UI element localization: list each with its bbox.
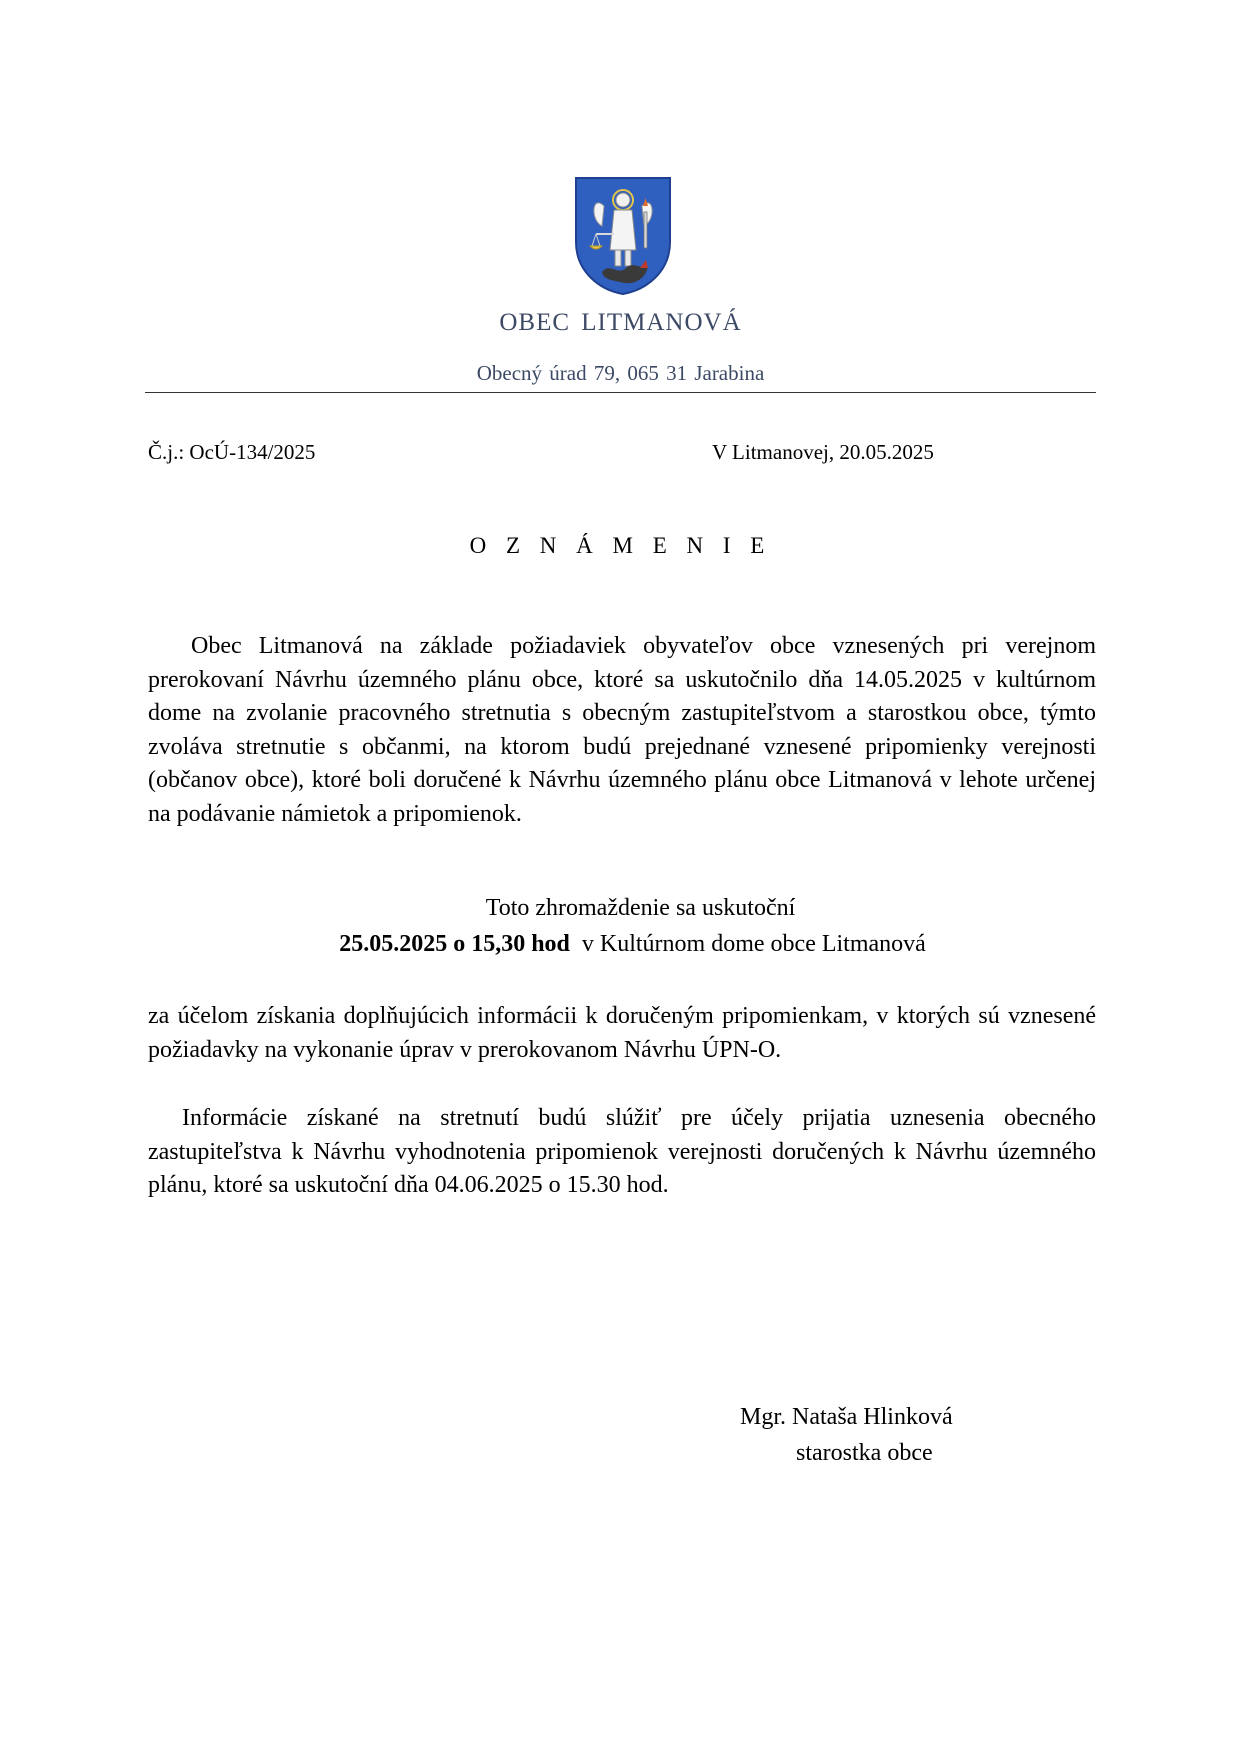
organization-name: OBEC LITMANOVÁ [499,309,742,336]
document-title: O Z N Á M E N I E [469,533,772,558]
meeting-datetime: 25.05.2025 o 15,30 hod [339,931,570,957]
reference-number: Č.j.: OcÚ-134/2025 [148,440,316,464]
meeting-details [0,931,1241,958]
coat-of-arms-icon [574,176,672,296]
signer-name: Mgr. Nataša Hlinková [740,1404,953,1430]
place-and-date: V Litmanovej, 20.05.2025 [712,440,934,464]
body-paragraph-1: Obec Litmanová na základe požiadaviek obyvateľov obce vznesených pri verejnom prerokovaní Návrhu územného plánu obce, ktoré sa uskutočnilo dňa 14.05.2025 v kultúrnom dome na zvolanie pracovného stretnutia s obecným zastupiteľstvom a starostkou obce, týmto zvoláva stretnutie s občanmi, na ktorom budú prejednané vznesené pripomienky verejnosti (občanov obce), ktoré boli doručené k Návrhu územného plánu obce Litmanová v lehote určenej na podávanie námietok a pripomienok. [148,633,1096,827]
signer-role: starostka obce [796,1440,933,1466]
meeting-place: v Kultúrnom dome obce Litmanová [581,931,926,957]
organization-address: Obecný úrad 79, 065 31 Jarabina [476,361,765,385]
body-paragraph-3: Informácie získané na stretnutí budú slúžiť pre účely prijatia uznesenia obecného zastupiteľstva k Návrhu vyhodnotenia pripomienok verejnosti doručených k Návrhu územného plánu, ktoré sa uskutoční dňa 04.06.2025 o 15.30 hod. [148,1105,1096,1199]
meeting-intro: Toto zhromaždenie sa uskutoční [485,895,796,921]
header-divider [145,392,1096,393]
body-paragraph-2: za účelom získania doplňujúcich informácii k doručeným pripomienkam, v ktorých sú vznesené požiadavky na vykonanie úprav v prerokovanom Návrhu ÚPN-O. [148,1003,1096,1063]
